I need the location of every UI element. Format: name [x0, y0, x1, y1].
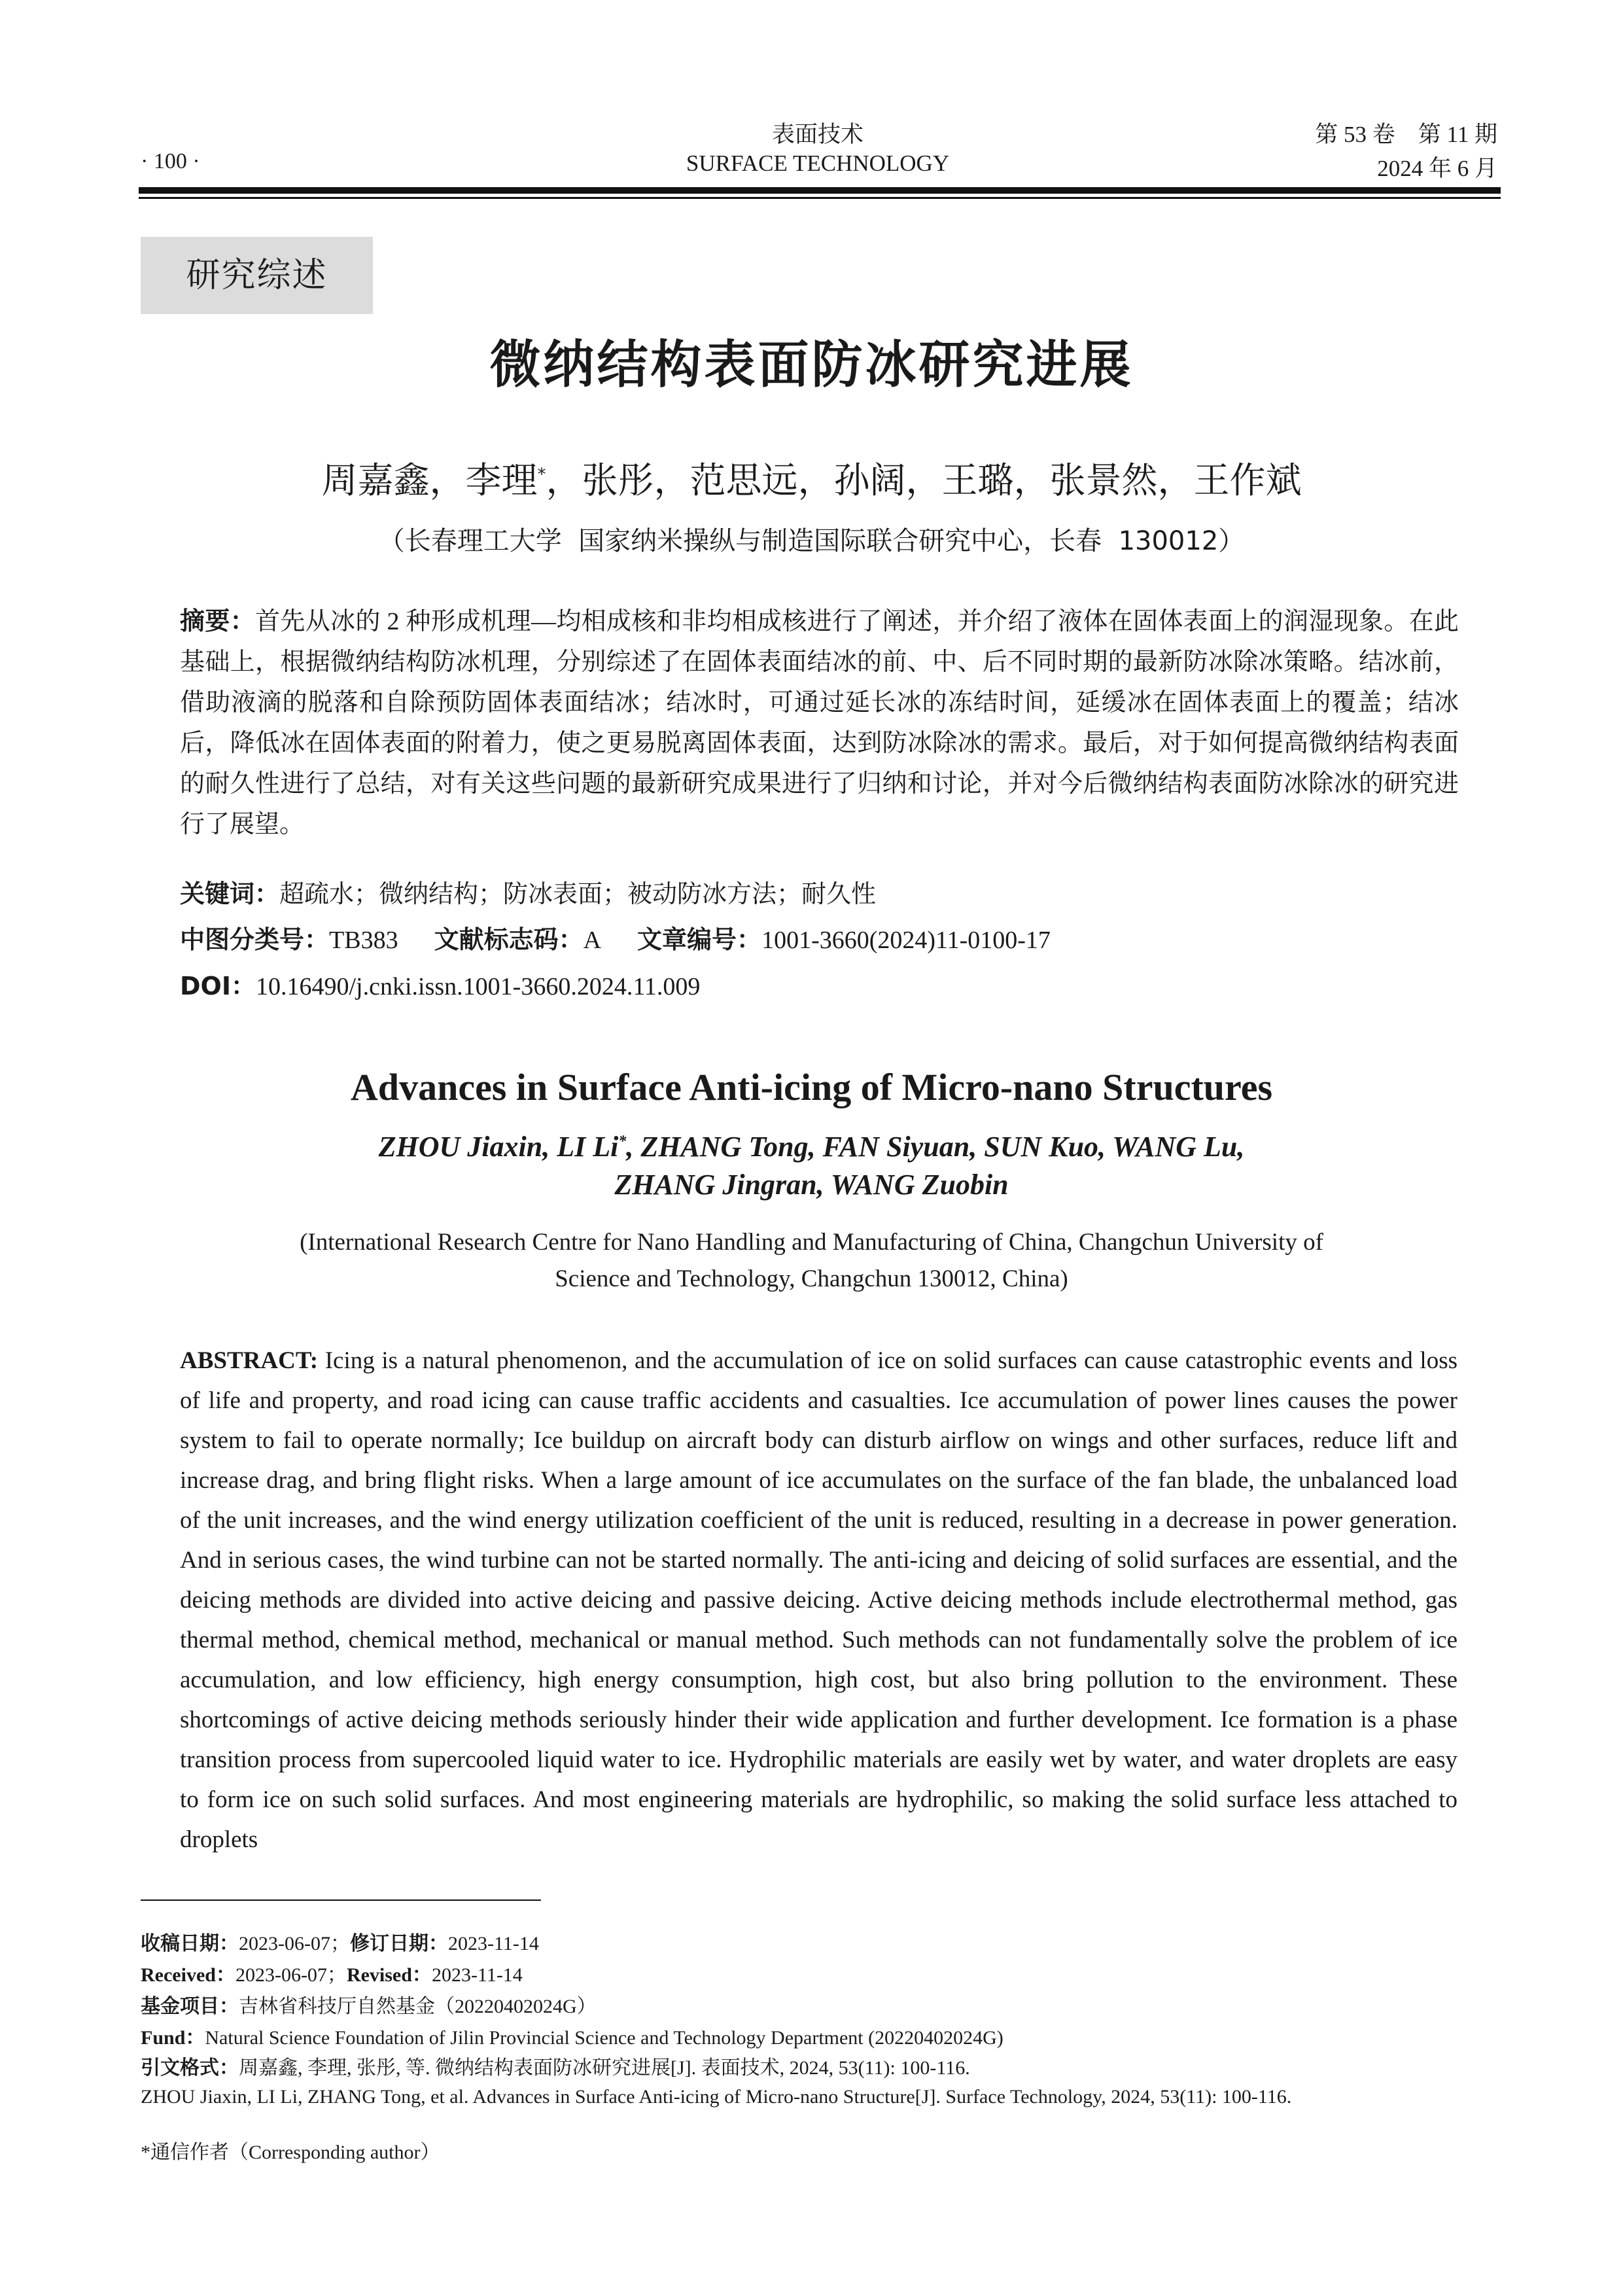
revised-en-label: Revised： [346, 1964, 432, 1986]
classification-line [180, 919, 1051, 955]
authors-en-line1 [0, 1130, 1623, 1163]
doi-value: 10.16490/j.cnki.issn.1001-3660.2024.11.009 [256, 973, 701, 1000]
received-en-value: 2023-06-07； [235, 1964, 347, 1986]
received-cn-value: 2023-06-07； [239, 1933, 350, 1954]
citation-en: ZHOU Jiaxin, LI Li, ZHANG Tong, et al. Advances in Surface Anti-icing of Micro-nano Structure[J]. Surface Technology, 2024, 53(11): 100-116. [141, 2086, 1292, 2108]
abstract-en [180, 1341, 1457, 1860]
abstract-cn-text: 首先从冰的 2 种形成机理—均相成核和非均相成核进行了阐述，并介绍了液体在固体表面上的润湿现象。在此基础上，根据微纳结构防冰机理，分别综述了在固体表面结冰的前、中、后不同时期的最新防冰除冰策略。结冰前，借助液滴的脱落和自除预防固体表面结冰；结冰时，可通过延长冰的冻结时间，延缓冰在固体表面上的覆盖；结冰后，降低冰在固体表面的附着力，使之更易脱离固体表面，达到防冰除冰的需求。最后，对于如何提高微纳结构表面的耐久性进行了总结，对有关这些问题的最新研究成果进行了归纳和讨论，并对今后微纳结构表面防冰除冰的研究进行了展望。 [180, 608, 1459, 838]
page-number: · 100 · [141, 149, 200, 173]
authors-cn-after: ，张彤，范思远，孙阔，王璐，张景然，王作斌 [546, 459, 1302, 501]
clc-value: TB383 [329, 927, 398, 954]
authors-en-line2: ZHANG Jingran, WANG Zuobin [614, 1169, 1009, 1201]
corresponding-mark: * [537, 465, 546, 485]
revised-en-value: 2023-11-14 [431, 1964, 523, 1986]
header-rule-thin [139, 197, 1501, 199]
fund-cn-label: 基金项目： [141, 1995, 239, 2018]
received-cn [141, 1931, 539, 1957]
volume-issue: 第 53 卷 第 11 期 [1315, 122, 1497, 147]
doc-code-value: A [583, 927, 602, 954]
title-cn: 微纳结构表面防冰研究进展 [489, 336, 1134, 395]
received-en-label: Received： [141, 1964, 236, 1986]
abstract-cn-label: 摘要： [180, 607, 255, 635]
abstract-cn [180, 601, 1459, 845]
section-tag: 研究综述 [141, 237, 373, 314]
affiliation-cn: （长春理工大学 国家纳米操纵与制造国际联合研究中心，长春 130012） [378, 526, 1245, 556]
affiliation-en-line2: Science and Technology, Changchun 130012, China) [555, 1265, 1068, 1292]
doc-code-label: 文献标志码： [434, 925, 584, 954]
keywords-cn [180, 874, 876, 910]
journal-title-cn: 表面技术 [771, 122, 864, 147]
doi-line [180, 966, 700, 1002]
fund-cn [141, 1994, 597, 2020]
received-cn-label: 收稿日期： [141, 1932, 239, 1955]
article-no-label: 文章编号： [637, 925, 762, 954]
abstract-en-text: Icing is a natural phenomenon, and the accumulation of ice on solid surfaces can cause catastrophic events and loss of life and property, and road icing can cause traffic accidents and casualties. Ice accumulation of power lines causes the power system to fail to operate normally; Ice buildup on aircraft body can disturb airflow on wings and other surfaces, reduce lift and increase drag, and bring flight risks. When a large amount of ice accumulates on the surface of the fan blade, the unbalanced load of the unit increases, and the wind energy utilization coefficient of the unit is reduced, resulting in a decrease in power generation. And in serious cases, the wind turbine can not be started normally. The anti-icing and deicing of solid surfaces are essential, and the deicing methods are divided into active deicing and passive deicing. Active deicing methods include electrothermal method, gas thermal method, chemical method, mechanical or manual method. Such methods can not fundamentally solve the problem of ice accumulation, and low efficiency, high energy consumption, high cost, but also bring pollution to the environment. These shortcomings of active deicing methods seriously hinder their wide application and further development. Ice formation is a phase transition process from supercooled liquid water to ice. Hydrophilic materials are easily wet by water, and water droplets are easy to form ice on such solid surfaces. And most engineering materials are hydrophilic, so making the solid surface less attached to droplets [180, 1347, 1457, 1853]
revised-cn-label: 修订日期： [349, 1932, 448, 1955]
footnote-rule [141, 1899, 541, 1901]
keywords-label: 关键词： [180, 879, 280, 908]
corresponding-author: *通信作者（Corresponding author） [141, 2142, 440, 2163]
title-en: Advances in Surface Anti-icing of Micro-nano Structures [350, 1066, 1273, 1108]
corresponding-mark-en: * [618, 1133, 627, 1150]
header-rule-thick [139, 187, 1501, 194]
revised-cn-value: 2023-11-14 [447, 1933, 539, 1954]
authors-en-before: ZHOU Jiaxin, LI Li [378, 1131, 619, 1163]
authors-en-after: , ZHANG Tong, FAN Siyuan, SUN Kuo, WANG Lu, [626, 1131, 1245, 1163]
authors-cn [0, 451, 1623, 503]
authors-cn-before: 周嘉鑫，李理 [321, 459, 538, 501]
citation-cn [141, 2055, 970, 2081]
fund-en-label: Fund： [141, 2027, 205, 2049]
fund-en-value: Natural Science Foundation of Jilin Provincial Science and Technology Department (20220402024G) [205, 2027, 1003, 2049]
issue-date: 2024 年 6 月 [1377, 156, 1497, 181]
affiliation-en-line1: (International Research Centre for Nano Handling and Manufacturing of China, Changchun University of [300, 1229, 1323, 1256]
fund-cn-value: 吉林省科技厅自然基金（20220402024G） [239, 1996, 597, 2017]
citation-cn-label: 引文格式： [141, 2057, 239, 2079]
citation-cn-value: 周嘉鑫, 李理, 张彤, 等. 微纳结构表面防冰研究进展[J]. 表面技术, 2024, 53(11): 100-116. [239, 2057, 970, 2079]
abstract-en-label: ABSTRACT: [180, 1347, 319, 1374]
article-no-value: 1001-3660(2024)11-0100-17 [761, 927, 1051, 954]
received-en [141, 1962, 523, 1988]
keywords-text: 超疏水；微纳结构；防冰表面；被动防冰方法；耐久性 [279, 881, 877, 908]
journal-title-en: SURFACE TECHNOLOGY [686, 150, 950, 176]
clc-label: 中图分类号： [180, 925, 330, 954]
doi-label: DOI： [180, 972, 256, 1000]
fund-en [141, 2025, 1003, 2051]
